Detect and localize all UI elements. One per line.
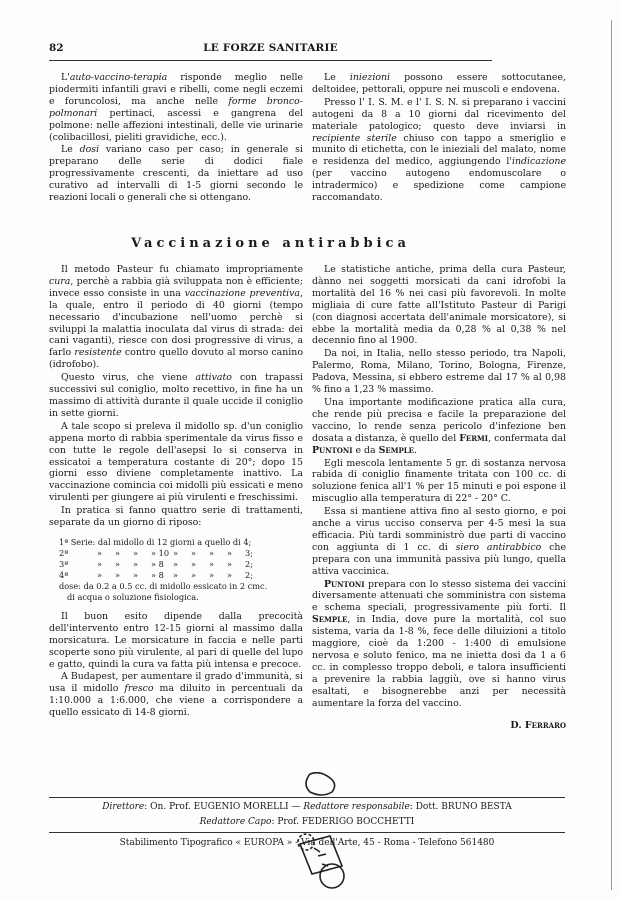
direttore-name: On. Prof. EUGENIO MORELLI bbox=[150, 802, 289, 812]
schedule-row: 3ª » » » » 8 » » » » 2; bbox=[59, 558, 253, 569]
header-rule bbox=[49, 60, 492, 61]
paragraph: Da noi, in Italia, nello stesso periodo, tra Napoli, Palermo, Roma, Milano, Torino, Bologna, Firenze, Padova, Messina, si ebbero estreme dal 17 % al 0,98 % fino a 1,23 % massimo. bbox=[312, 348, 566, 396]
masthead-line-1: Direttore: On. Prof. EUGENIO MORELLI — Redattore responsabile: Dott. BRUNO BESTA bbox=[102, 802, 512, 812]
running-title: LE FORZE SANITARIE bbox=[203, 42, 338, 54]
paragraph: Le iniezioni possono essere sottocutanee, deltoidee, pettorali, oppure nei muscoli e endovena. bbox=[312, 72, 566, 95]
page-header bbox=[49, 40, 492, 58]
redattore-responsabile-label: Redattore responsabile bbox=[303, 802, 410, 812]
paragraph: Egli mescola lentamente 5 gr. di sostanza nervosa rabida di coniglio finamente tritata con 100 cc. di soluzione fenica all'1 % per 15 minuti e poi espone il miscuglio alla temperatura di 22° - 20° C. bbox=[312, 457, 566, 505]
paragraph: A tale scopo si preleva il midollo sp. d'un coniglio appena morto di rabbia sperimentale da virus fisso e con tutte le regole dell'asepsi lo si conserva in essicatoi a temperatura costante di 20°; dopo 15 giorni esso diviene completamente inattivo. La vaccinazione comincia coi midolli più essicati e meno virulenti per giungere ai più virulenti e freschissimi. bbox=[49, 420, 303, 504]
redattore-capo-name: Prof. FEDERIGO BOCCHETTI bbox=[277, 817, 415, 827]
paragraph: Il metodo Pasteur fu chiamato impropriamente cura, perchè a rabbia già sviluppata non è efficiente; invece esso consiste in una vaccinazione preventiva, la quale, entro il periodo di 40 giorni (tempo necessario d'incubazione nell'uomo perchè si sviluppi la malattia inoculata dal virus di strada: dei cani vaganti), riesce con dosi progressive di virus, a farlo resistente contro quello dovuto al morso canino (idrofobo). bbox=[49, 264, 303, 371]
left-paragraphs-after bbox=[49, 611, 303, 719]
redattore-responsabile-name: Dott. BRUNO BESTA bbox=[415, 802, 512, 812]
paragraph: In pratica si fanno quattro serie di trattamenti, separate da un giorno di riposo: bbox=[49, 505, 303, 529]
paragraph: Essa si mantiene attiva fino al sesto giorno, e poi anche a virus ucciso conserva per 4-5 mesi la sua efficacia. Più tardi somministrò due parti di vaccino con aggiunta di 1 cc. di siero antirabbico che prepara con una immunità passiva più lungo, quella attiva vaccinica. bbox=[312, 506, 566, 577]
paragraph: Una importante modificazione pratica alla cura, che rende più precisa e facile la preparazione del vaccino, lo rende senza pericolo d'infezione ben dosata a distanza, è quello del Fermi, confermata dal Puntoni e da Semple. bbox=[312, 396, 566, 456]
schedule-row: 2ª » » » » 10 » » » » 3; bbox=[59, 547, 253, 558]
right-paragraphs bbox=[312, 264, 566, 710]
paragraph: Puntoni prepara con lo stesso sistema dei vaccini diversamente attenuati che somministra con sistema e schema speciali, progressivamente più forti. Il Semple, in India, dove pure la mortalità, col suo sistema, varia da 1-8 %, fece delle diluizioni a titolo maggiore, cioè da 1:200 - 1:400 di emulsione nervosa e soluto fenico, ma ne iniettа dosi da 1 a 6 cc. in complesso troppo deboli, e talora insufficienti a prevenire la rabbia laggiù, ove si hanno virus esaltati, e bisognerebbe anzi per necessità aumentare la forza del vaccino. bbox=[312, 578, 566, 709]
page-number: 82 bbox=[49, 42, 64, 54]
paragraph: L'auto-vaccino-terapia risponde meglio nelle piodermiti infantili gravi e ribelli, come negli eczemi e foruncolosi, ma anche nelle forme bronco-polmonari pertinaci, ascessi e gangrena del polmone: nelle affezioni intestinali, delle vie urinarie (colibacillosi, pieliti gravidiche, ecc.). bbox=[49, 72, 303, 143]
section-title: Vaccinazione antirabbica bbox=[131, 236, 410, 251]
paragraph: Le dosi variano caso per caso; in generale si preparano delle serie di dodici fiale progressivamente crescenti, da iniettare ad uso curativo ad intervalli di 1-5 giorni secondo le reazioni locali o generali che si ottengano. bbox=[49, 144, 303, 204]
dose-line-2: di acqua o soluzione fisiologica. bbox=[67, 591, 199, 602]
paragraph: Le statistiche antiche, prima della cura Pasteur, dànno nei soggetti morsicati da cani idrofobi la mortalità del 16 % nei casi più favorevoli. In molte migliaia di cure fatte all'Istituto Pasteur di Parigi (con diagnosi accertata dell'animale morsicatore), si ebbe la mortalità media da 0,28 % al 0,38 % nel decennio fino al 1900. bbox=[312, 264, 566, 347]
page-edge bbox=[611, 20, 612, 890]
top-left-column bbox=[49, 72, 303, 204]
redattore-capo-label: Redattore Capo bbox=[199, 817, 272, 827]
top-right-column bbox=[312, 72, 566, 204]
treatment-schedule bbox=[59, 537, 303, 603]
schedule-rows bbox=[59, 548, 303, 581]
printer-line: Stabilimento Tipografico « EUROPA » - Via dell'Arte, 45 - Roma - Telefono 561480 bbox=[119, 838, 495, 848]
schedule-row: 1ª Serie: dal midollo di 12 giorni a quello di 4; bbox=[59, 536, 252, 547]
paragraph: Il buon esito dipende dalla precocità dell'intervento entro 12-15 giorni al massimo dalla morsicatura. Le morsicature in faccia e nelle parti scoperte sono più virulente, al pari di quelle del lupo e gatto, quindi la cura va fatta più intensa e precoce. bbox=[49, 610, 303, 670]
author-signature: D. Ferraro bbox=[510, 719, 566, 731]
left-column bbox=[49, 264, 303, 719]
paragraph: A Budapest, per aumentare il grado d'immunità, si usa il midollo fresco ma diluito in percentuali da 1:10.000 a 1:6.000, che viene a corrispondere a quello essicato di 14-8 giorni. bbox=[49, 671, 303, 719]
dose-line: dose: da 0.2 a 0.5 cc. di midollo essicato in 2 cmc. bbox=[59, 580, 268, 591]
right-column bbox=[312, 264, 566, 731]
left-paragraphs-before bbox=[49, 264, 303, 529]
direttore-label: Direttore bbox=[102, 802, 145, 812]
masthead-line-2: Redattore Capo: Prof. FEDERIGO BOCCHETTI bbox=[199, 817, 415, 827]
schedule-row: 4ª » » » » 8 » » » » 2; bbox=[59, 569, 253, 580]
library-stamp-icon bbox=[292, 772, 350, 892]
paragraph: Questo virus, che viene attivato con trapassi successivi sul coniglio, molto recettivo, in fine ha un massimo di attività durante il quale uccide il coniglio in sette giorni. bbox=[49, 372, 303, 419]
paragraph: Presso l' I. S. M. e l' I. S. N. si preparano i vaccini autogeni da 8 a 10 giorni dal ricevimento del materiale patologico; questo deve inviarsi in recipiente sterile chiuso con tappo a smeriglio e munito di etichetta, con le inieziali del malato, nome e residenza del medico, aggiungendo l'indicazione (per vaccino autogeno endomuscolare o intradermico) e spedizione come campione raccomandato. bbox=[312, 96, 566, 204]
